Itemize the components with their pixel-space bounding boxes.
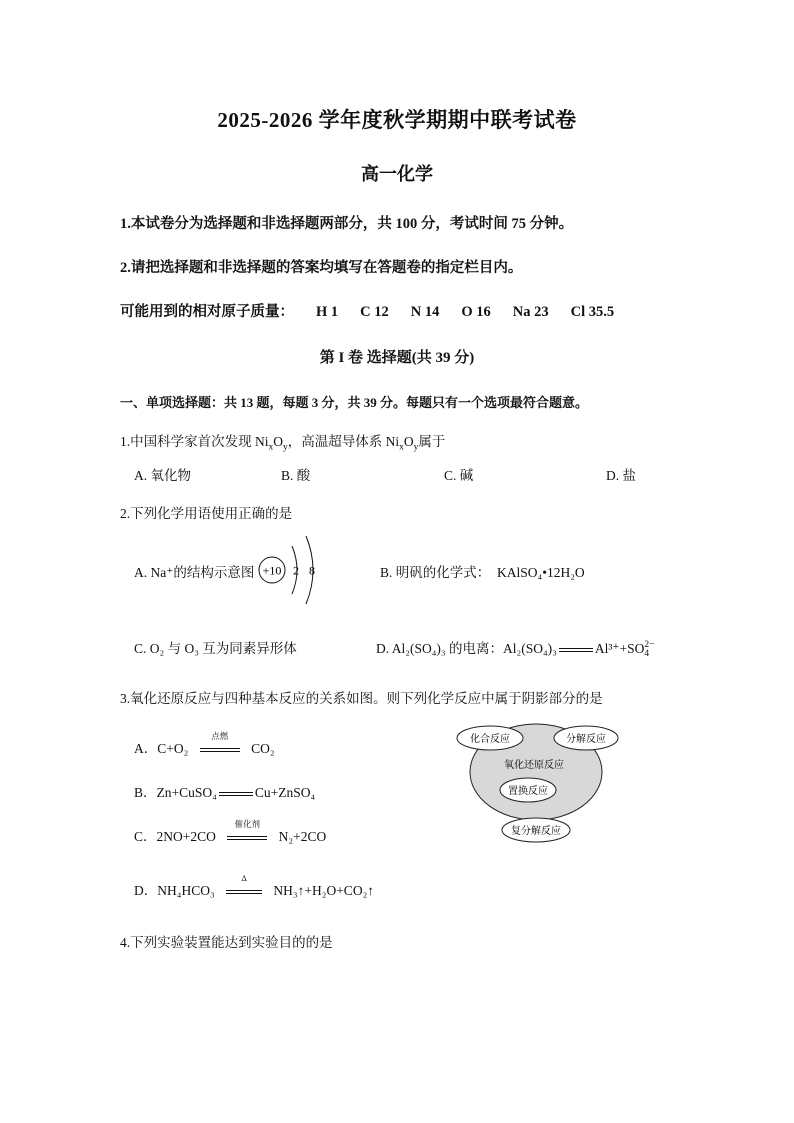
q2-option-d-label: D. Al₂(SO₄)₃ 的电离：Al₂(SO₄)₃: [376, 641, 557, 656]
shell-1-electrons: 2: [293, 563, 299, 578]
alum-formula: KAlSO₄•12H₂O: [497, 565, 585, 580]
reaction-arrow-catalyst: [225, 819, 269, 845]
ion-charge: 2−: [644, 639, 655, 650]
q1-option-d[interactable]: D. 盐: [606, 468, 636, 483]
mass-o: O 16: [461, 304, 491, 320]
na-ion-structure-diagram: [256, 534, 326, 610]
q3-option-c[interactable]: [134, 819, 327, 845]
note-2: 2.请把选择题和非选择题的答案均填写在答题卷的指定栏目内。: [120, 260, 523, 276]
q3-option-a[interactable]: [134, 731, 275, 757]
q2-option-b[interactable]: [380, 561, 585, 581]
question-4-stem: 4.下列实验装置能达到实验目的的是: [120, 935, 333, 950]
q2-option-d[interactable]: [376, 637, 655, 659]
equals-sign: [559, 648, 593, 652]
redox-label: 氧化还原反应: [504, 760, 564, 771]
q1-option-a[interactable]: A. 氧化物: [134, 468, 191, 483]
q3-option-d[interactable]: [134, 873, 375, 899]
mass-cl: Cl 35.5: [570, 304, 615, 320]
displacement-label: 置换反应: [508, 786, 548, 797]
q3-c-products: N₂+2CO: [278, 829, 327, 844]
nucleus-charge: +10: [262, 563, 282, 578]
condition-label: 点燃: [211, 731, 229, 741]
section-instruction: 一、单项选择题：共 13 题，每题 3 分，共 39 分。每题只有一个选项最符合题意。: [120, 395, 589, 410]
mass-c: C 12: [360, 304, 389, 320]
combination-label: 化合反应: [470, 734, 510, 745]
atomic-mass-line: [120, 300, 614, 321]
shell-2-electrons: 8: [309, 563, 315, 578]
q3-b-reactants: B．Zn+CuSO₄: [134, 785, 217, 800]
q3-a-products: CO₂: [251, 741, 275, 756]
atomic-mass-label: 可能用到的相对原子质量：: [120, 304, 294, 320]
mass-h: H 1: [316, 304, 339, 320]
question-2-stem: 2.下列化学用语使用正确的是: [120, 506, 293, 521]
q3-option-b[interactable]: [134, 781, 315, 801]
q1-option-c[interactable]: C. 碱: [444, 468, 474, 483]
q1-stem-part: ，高温超导体系 Ni: [287, 434, 400, 449]
q2-option-d-products: Al³⁺+SO: [594, 641, 645, 656]
sulfate-ion-notation: [644, 641, 654, 659]
mass-na: Na 23: [512, 304, 549, 320]
reaction-relationship-diagram: [450, 720, 630, 850]
reaction-arrow-ignite: [198, 731, 242, 757]
condition-label: 催化剂: [234, 819, 260, 829]
exam-title: 2025-2026 学年度秋学期期中联考试卷: [217, 108, 577, 132]
double-decomposition-label: 复分解反应: [511, 826, 561, 837]
question-1-stem: 1.中国科学家首次发现 $Ni_xO_y$，高温超导体系 $Ni_xO_y$属于: [120, 434, 446, 453]
equals-sign: [219, 792, 253, 796]
note-1: 1.本试卷分为选择题和非选择题两部分，共 100 分，考试时间 75 分钟。: [120, 216, 574, 232]
ion-subscript: 4: [644, 648, 650, 659]
q3-a-reactants: A．C+O₂: [134, 741, 189, 756]
q1-option-b[interactable]: B. 酸: [281, 468, 311, 483]
decomposition-label: 分解反应: [566, 734, 606, 745]
section-title: 第 I 卷 选择题(共 39 分): [319, 350, 475, 366]
q2-option-b-label: B. 明矾的化学式：: [380, 565, 491, 580]
q1-stem-part: 属于: [418, 434, 446, 449]
q3-c-reactants: C．2NO+2CO: [134, 829, 216, 844]
subject-title: 高一化学: [361, 164, 433, 184]
mass-n: N 14: [410, 304, 440, 320]
question-3-stem: 3.氧化还原反应与四种基本反应的关系如图。则下列化学反应中属于阴影部分的是: [120, 691, 603, 706]
condition-label: Δ: [241, 873, 247, 883]
q1-stem-part: 1.中国科学家首次发现 Ni: [120, 434, 269, 449]
q2-option-a[interactable]: A. Na⁺的结构示意图: [134, 565, 255, 580]
q3-d-reactants: D．NH₄HCO₃: [134, 883, 215, 898]
reaction-arrow-heat: [224, 873, 264, 899]
q3-b-products: Cu+ZnSO₄: [254, 785, 316, 800]
q2-option-c[interactable]: C. O₂ 与 O₃ 互为同素异形体: [134, 641, 297, 656]
q3-d-products: NH₃↑+H₂O+CO₂↑: [273, 883, 375, 898]
